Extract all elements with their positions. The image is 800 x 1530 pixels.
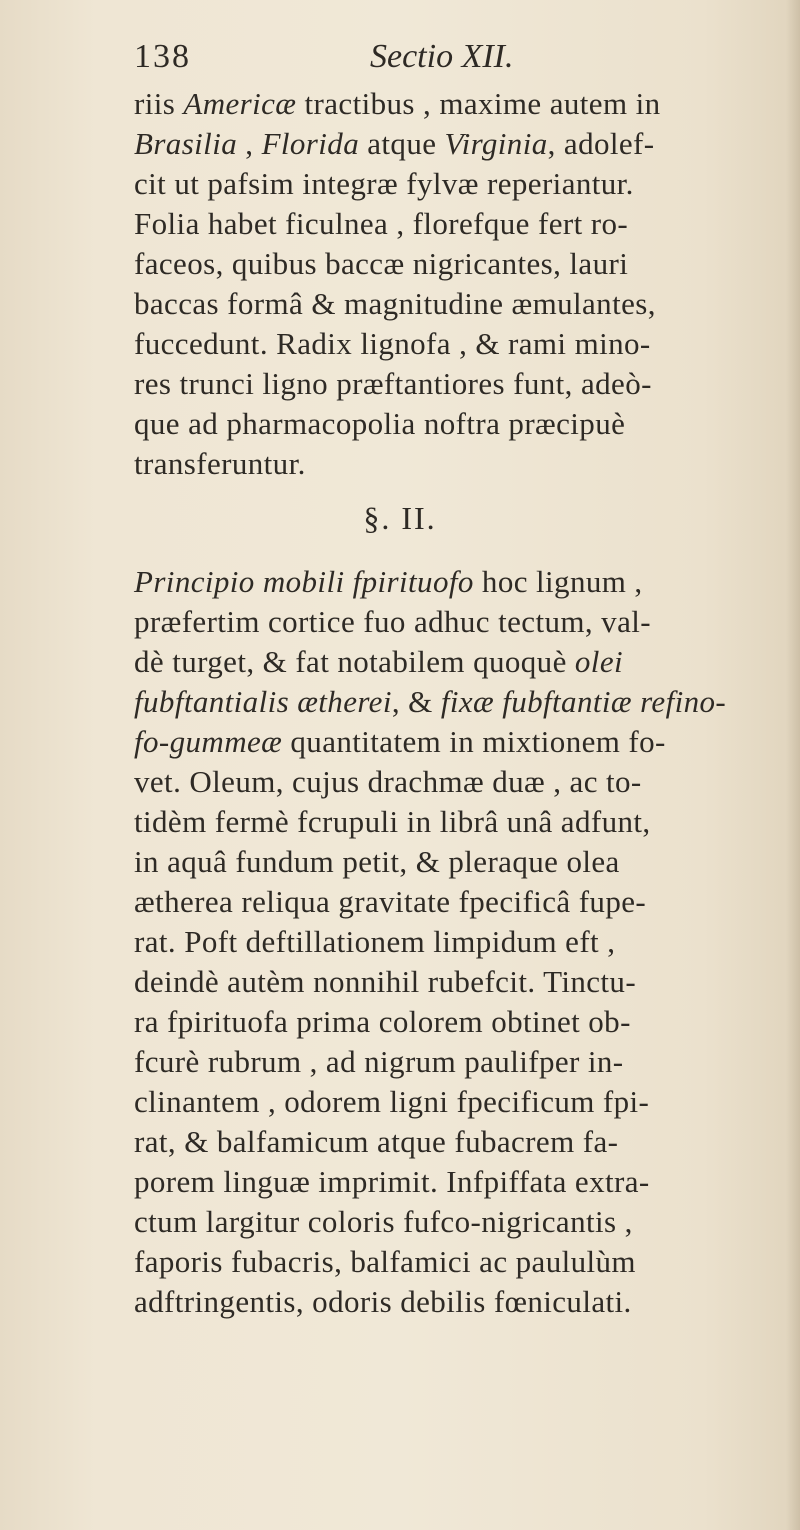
text-segment: tidèm fermè fcrupuli in librâ unâ adfunt, — [134, 804, 651, 839]
text-line — [134, 762, 774, 802]
text-line — [134, 922, 774, 962]
text-segment: atque — [359, 126, 445, 161]
text-line — [134, 364, 774, 404]
page-number: 138 — [134, 38, 191, 75]
text-line — [134, 1082, 774, 1122]
text-segment: transferuntur. — [134, 446, 306, 481]
text-segment: faceos, quibus baccæ nigricantes, lauri — [134, 246, 629, 281]
text-segment: fcurè rubrum , ad nigrum paulifper in- — [134, 1044, 624, 1079]
text-segment: tractibus , maxime autem in — [296, 86, 661, 121]
text-segment: cit ut pafsim integræ fylvæ reperiantur. — [134, 166, 634, 201]
text-line — [134, 1122, 774, 1162]
italic-text: Principio mobili fpirituofo — [134, 564, 474, 599]
text-segment: , — [237, 126, 262, 161]
text-segment: quantitatem in mixtionem fo- — [282, 724, 666, 759]
italic-text: fubftantialis ætherei — [134, 684, 392, 719]
text-segment: riis — [134, 86, 184, 121]
text-line — [134, 842, 774, 882]
text-line — [134, 642, 774, 682]
text-line — [134, 244, 774, 284]
text-line — [134, 682, 774, 722]
italic-text: fixæ fubftantiæ refino- — [440, 684, 727, 719]
text-segment: faporis fubacris, balfamici ac paululùm — [134, 1244, 636, 1279]
text-line — [134, 324, 774, 364]
section-mark: §. II. — [363, 500, 437, 536]
text-segment: deindè autèm nonnihil rubefcit. Tinctu- — [134, 964, 637, 999]
text-segment: fuccedunt. Radix lignofa , & rami mino- — [134, 326, 651, 361]
text-segment: res trunci ligno præftantiores funt, adeò- — [134, 366, 652, 401]
italic-text: Brasilia — [134, 126, 238, 161]
text-segment: ctum largitur coloris fufco-nigricantis , — [134, 1204, 633, 1239]
text-line — [134, 802, 774, 842]
italic-text: Americæ — [183, 86, 297, 121]
text-line — [134, 284, 774, 324]
text-line — [134, 602, 774, 642]
text-segment: clinantem , odorem ligni fpecificum fpi- — [134, 1084, 650, 1119]
italic-text: Florida — [261, 126, 360, 161]
text-segment: adftringentis, odoris debilis fœniculati. — [134, 1284, 632, 1319]
text-segment: præfertim cortice fuo adhuc tectum, val- — [134, 604, 651, 639]
text-line — [134, 164, 774, 204]
text-line — [134, 404, 774, 444]
text-segment: , adolef- — [547, 126, 655, 161]
text-line — [134, 84, 774, 124]
text-segment: porem linguæ imprimit. Infpiffata extra- — [134, 1164, 650, 1199]
text-line — [134, 882, 774, 922]
italic-text: Virginia — [444, 126, 548, 161]
text-segment: Folia habet ficulnea , florefque fert ro- — [134, 206, 629, 241]
text-segment: rat, & balfamicum atque fubacrem fa- — [134, 1124, 619, 1159]
text-segment: rat. Poft deftillationem limpidum eft , — [134, 924, 616, 959]
text-segment: hoc lignum , — [473, 564, 643, 599]
text-segment: in aquâ fundum petit, & pleraque olea — [134, 844, 620, 879]
italic-text: olei — [574, 644, 623, 679]
text-segment: ra fpirituofa prima colorem obtinet ob- — [134, 1004, 631, 1039]
text-line — [134, 1242, 774, 1282]
text-line — [134, 562, 774, 602]
text-line — [134, 1202, 774, 1242]
text-segment: dè turget, & fat notabilem quoquè — [134, 644, 575, 679]
text-segment: vet. Oleum, cujus drachmæ duæ , ac to- — [134, 764, 642, 799]
text-line — [134, 722, 774, 762]
text-line — [134, 1002, 774, 1042]
text-line — [134, 1162, 774, 1202]
text-line — [134, 444, 774, 484]
running-head — [134, 38, 694, 86]
text-segment: ætherea reliqua gravitate fpecificâ fupe- — [134, 884, 647, 919]
text-line — [134, 1042, 774, 1082]
text-line — [134, 124, 774, 164]
section-title: Sectio XII. — [370, 38, 514, 75]
page-edge-shadow — [786, 0, 800, 1530]
italic-text: fo-gummeæ — [134, 724, 283, 759]
text-segment: , & — [391, 684, 441, 719]
text-segment: que ad pharmacopolia noftra præcipuè — [134, 406, 626, 441]
text-segment: baccas formâ & magnitudine æmulantes, — [134, 286, 656, 321]
text-line — [134, 204, 774, 244]
text-line — [134, 962, 774, 1002]
text-line — [134, 1282, 774, 1322]
